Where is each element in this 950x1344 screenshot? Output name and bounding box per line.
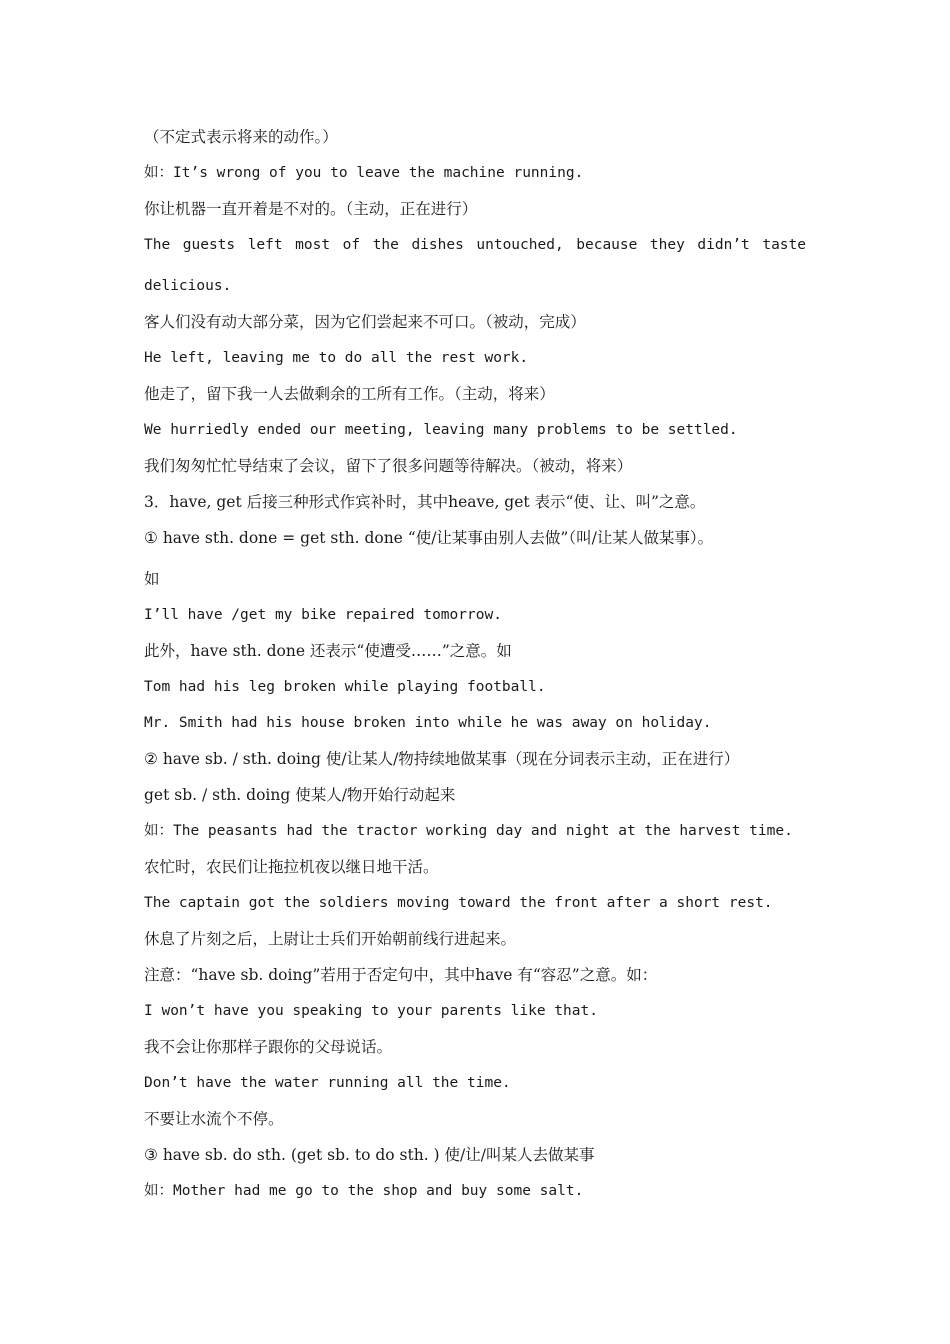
text-line: 他走了，留下我一人去做剩余的工所有工作。（主动，将来） — [144, 385, 555, 403]
text-line: 如：Mother had me go to the shop and buy some salt. — [144, 1183, 584, 1199]
text-line: get sb. / sth. doing 使某人/物开始行动起来 — [144, 786, 456, 804]
text-line: 3．have, get 后接三种形式作宾补时，其中heave, get 表示“使、让、叫”之意。 — [144, 493, 706, 511]
text-line: He left, leaving me to do all the rest work. — [144, 350, 529, 366]
text-line: Mr. Smith had his house broken into while he was away on holiday. — [144, 715, 712, 731]
text-line: Tom had his leg broken while playing football. — [144, 679, 546, 695]
text-line: The captain got the soldiers moving toward the front after a short rest. — [144, 895, 773, 911]
text-line: 如：It’s wrong of you to leave the machine running. — [144, 165, 584, 181]
text-line: The guests left most of the dishes untouched, because they didn’t taste — [144, 237, 806, 253]
text-line: 如：The peasants had the tractor working day and night at the harvest time. — [144, 823, 793, 839]
text-line: We hurriedly ended our meeting, leaving many problems to be settled. — [144, 422, 738, 438]
text-line: ③ have sb. do sth. (get sb. to do sth. ) 使/让/叫某人去做某事 — [144, 1146, 595, 1164]
text-line: ② have sb. / sth. doing 使/让某人/物持续地做某事（现在分词表示主动，正在进行） — [144, 750, 740, 768]
text-line: 如 — [144, 570, 160, 588]
text-line: 此外，have sth. done 还表示“使遭受……”之意。如 — [144, 642, 512, 660]
text-line: 休息了片刻之后，上尉让士兵们开始朝前线行进起来。 — [144, 930, 517, 948]
text-line: I won’t have you speaking to your parents like that. — [144, 1003, 598, 1019]
text-line: Don’t have the water running all the time. — [144, 1075, 511, 1091]
text-line: I’ll have /get my bike repaired tomorrow. — [144, 607, 502, 623]
text-line: 我不会让你那样子跟你的父母说话。 — [144, 1038, 393, 1056]
text-line: 不要让水流个不停。 — [144, 1110, 284, 1128]
text-line: ① have sth. done = get sth. done “使/让某事由别人去做”（叫/让某人做某事）。 — [144, 529, 714, 547]
text-line: （不定式表示将来的动作。） — [144, 128, 338, 146]
text-line: 客人们没有动大部分菜，因为它们尝起来不可口。（被动，完成） — [144, 313, 586, 331]
text-line: delicious. — [144, 278, 232, 294]
text-line: 注意：“have sb. doing”若用于否定句中，其中have 有“容忍”之意。如： — [144, 966, 658, 984]
text-line: 我们匆匆忙忙导结束了会议，留下了很多问题等待解决。（被动，将来） — [144, 457, 633, 475]
text-line: 你让机器一直开着是不对的。（主动，正在进行） — [144, 200, 478, 218]
text-line: 农忙时，农民们让拖拉机夜以继日地干活。 — [144, 858, 439, 876]
